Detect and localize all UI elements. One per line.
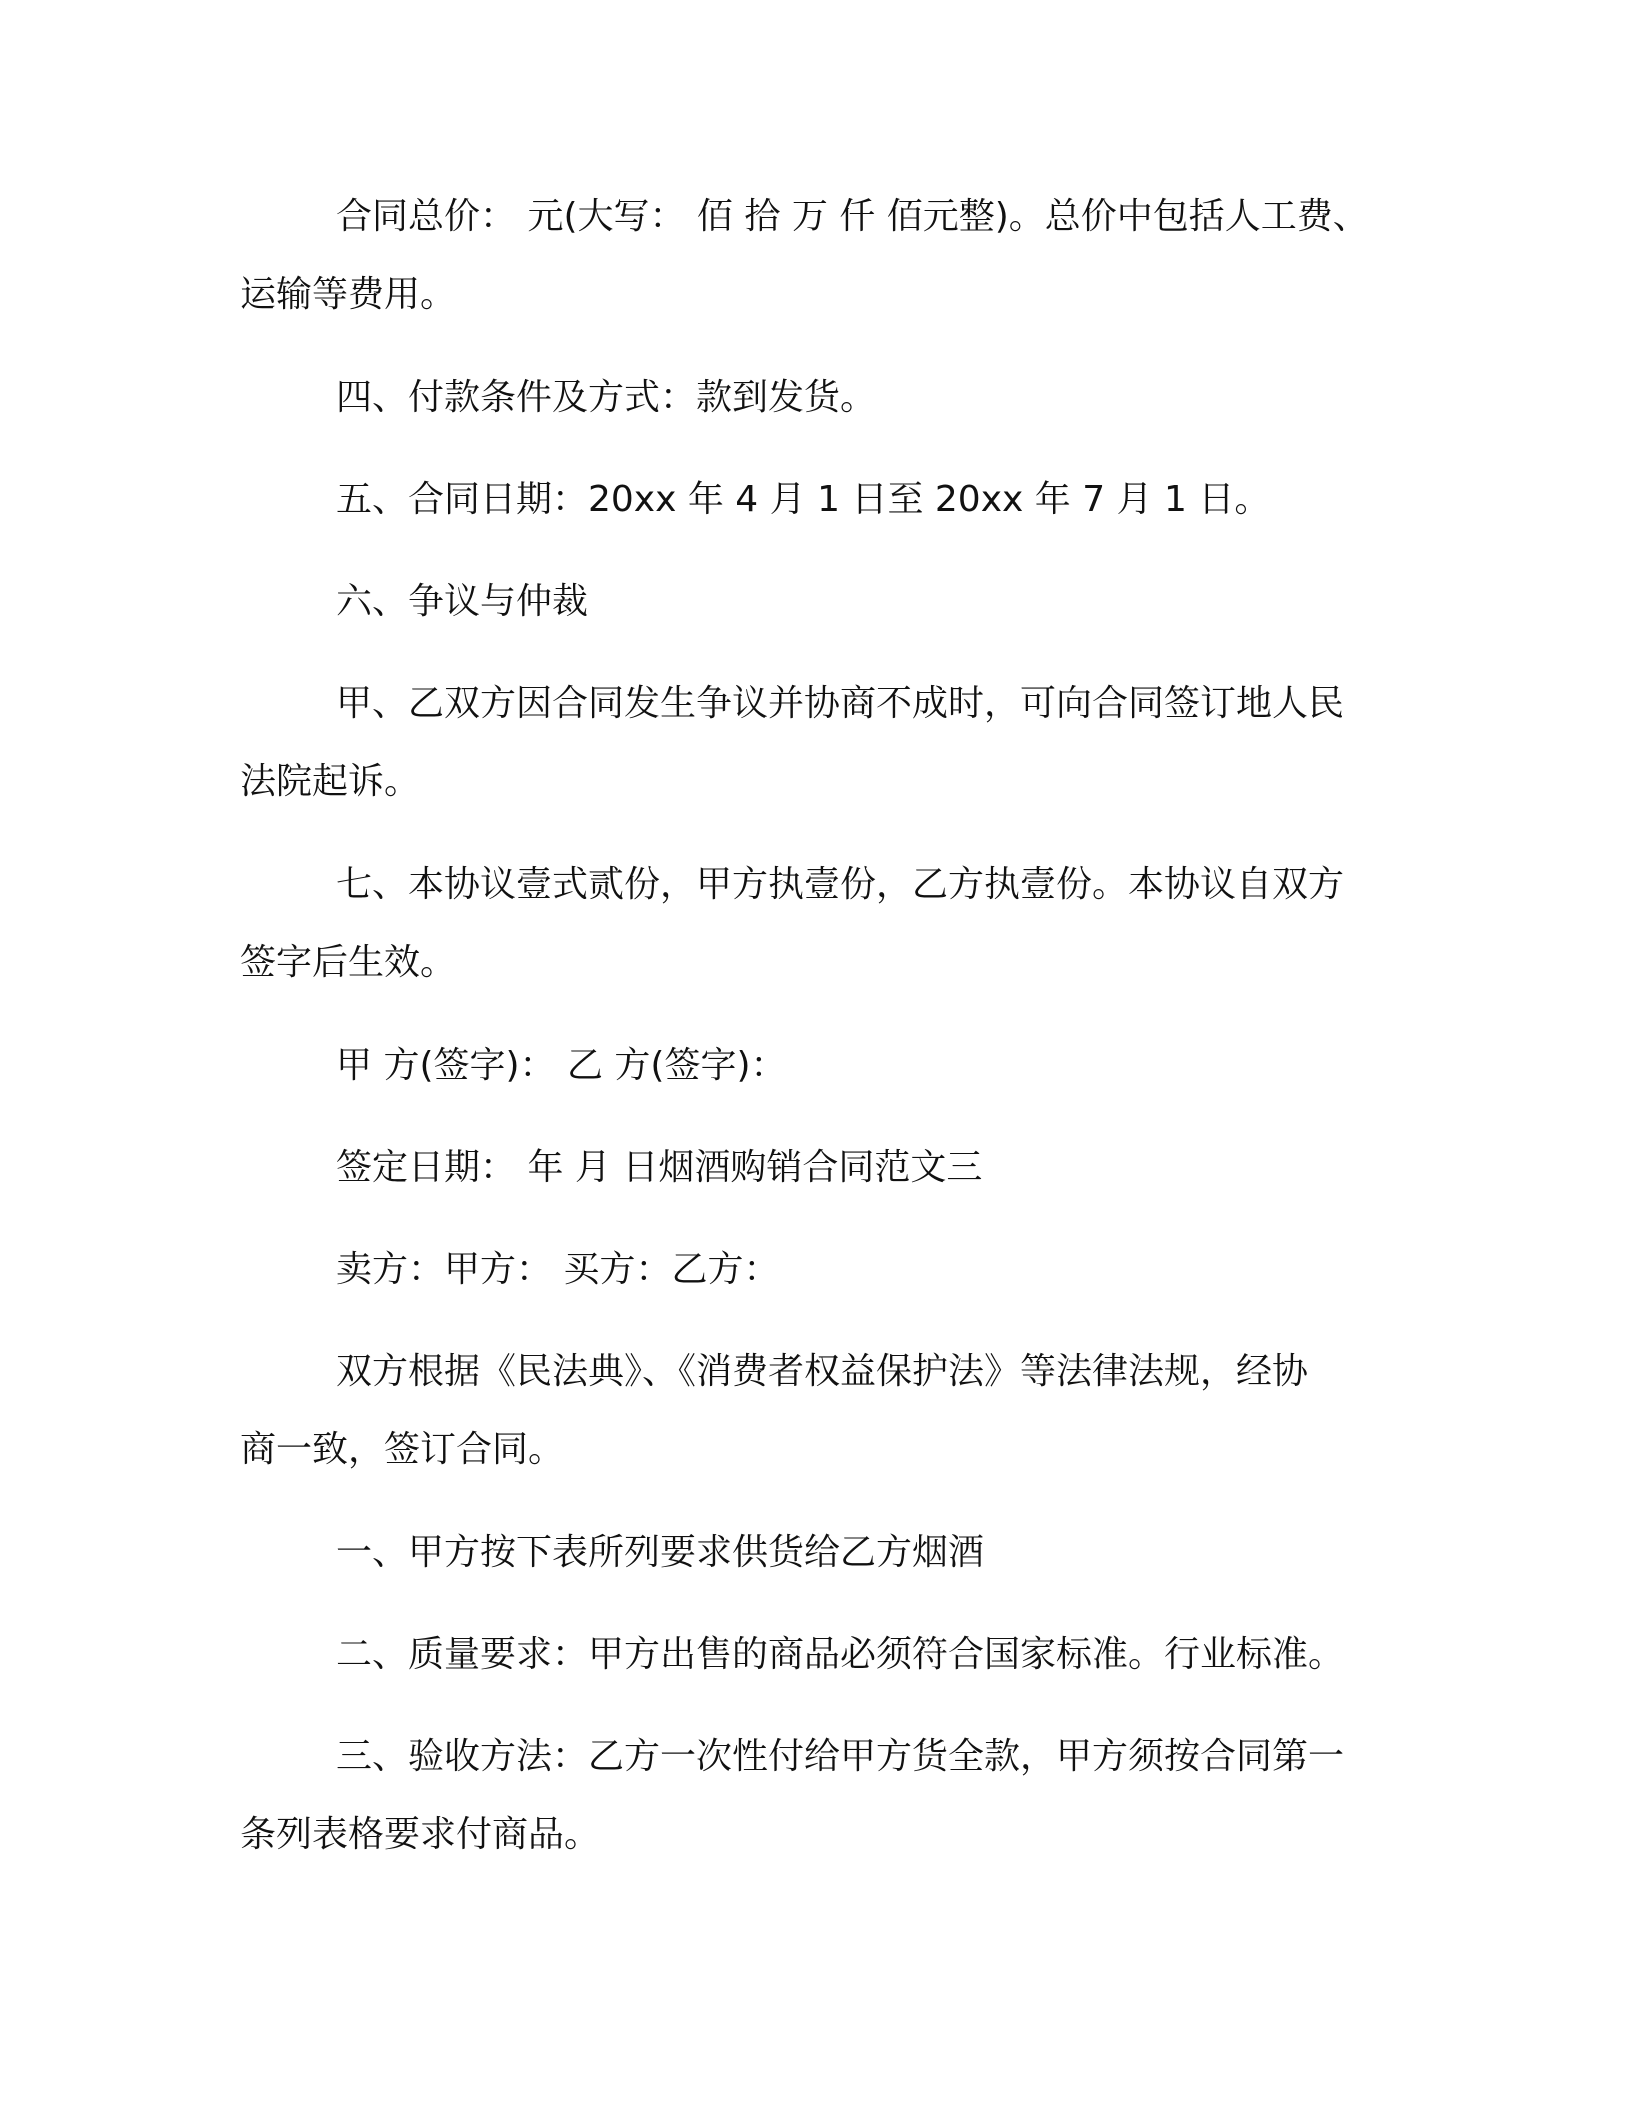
paragraph-payment-terms bbox=[240, 359, 1390, 437]
paragraph-line: 二、质量要求：甲方出售的商品必须符合国家标准。行业标准。 bbox=[336, 1634, 1345, 1675]
paragraph-line: 七、本协议壹式贰份，甲方执壹份，乙方执壹份。本协议自双方 bbox=[336, 864, 1345, 905]
paragraph-line: 三、验收方法：乙方一次性付给甲方货全款，甲方须按合同第一 bbox=[336, 1736, 1345, 1777]
paragraph-line: 签定日期： 年 月 日烟酒购销合同范文三 bbox=[336, 1147, 983, 1188]
paragraph-line: 卖方：甲方： 买方：乙方： bbox=[336, 1249, 780, 1290]
paragraph-line: 五、合同日期：20xx 年 4 月 1 日至 20xx 年 7 月 1 日。 bbox=[336, 479, 1271, 520]
paragraph-legal-basis bbox=[240, 1333, 1390, 1489]
paragraph-line: 商一致，签订合同。 bbox=[240, 1429, 565, 1470]
paragraph-copies-effect bbox=[240, 846, 1390, 1002]
paragraph-line: 签字后生效。 bbox=[240, 942, 457, 983]
paragraph-clause-three bbox=[240, 1718, 1390, 1874]
paragraph-signatures bbox=[240, 1027, 1390, 1105]
paragraph-line: 一、甲方按下表所列要求供货给乙方烟酒 bbox=[336, 1532, 985, 1573]
paragraph-contract-dates bbox=[240, 461, 1390, 539]
paragraph-clause-two bbox=[240, 1616, 1390, 1694]
paragraph-line: 甲、乙双方因合同发生争议并协商不成时，可向合同签订地人民 bbox=[336, 683, 1345, 724]
paragraph-line: 运输等费用。 bbox=[240, 274, 457, 315]
paragraph-line: 双方根据《民法典》、《消费者权益保护法》等法律法规，经协 bbox=[336, 1351, 1309, 1392]
paragraph-line: 四、付款条件及方式：款到发货。 bbox=[336, 377, 877, 418]
paragraph-line: 六、争议与仲裁 bbox=[336, 581, 589, 622]
paragraph-signing-date bbox=[240, 1129, 1390, 1207]
paragraph-line: 条列表格要求付商品。 bbox=[240, 1814, 601, 1855]
paragraph-contract-total-price bbox=[240, 178, 1390, 334]
paragraph-clause-one bbox=[240, 1514, 1390, 1592]
paragraph-parties bbox=[240, 1231, 1390, 1309]
paragraph-line: 合同总价： 元(大写： 佰 拾 万 仟 佰元整)。总价中包括人工费、 bbox=[336, 196, 1369, 237]
paragraph-dispute-heading bbox=[240, 563, 1390, 641]
paragraph-line: 甲 方(签字)： 乙 方(签字)： bbox=[336, 1045, 787, 1086]
paragraph-dispute-resolution bbox=[240, 665, 1390, 821]
paragraph-line: 法院起诉。 bbox=[240, 761, 421, 802]
